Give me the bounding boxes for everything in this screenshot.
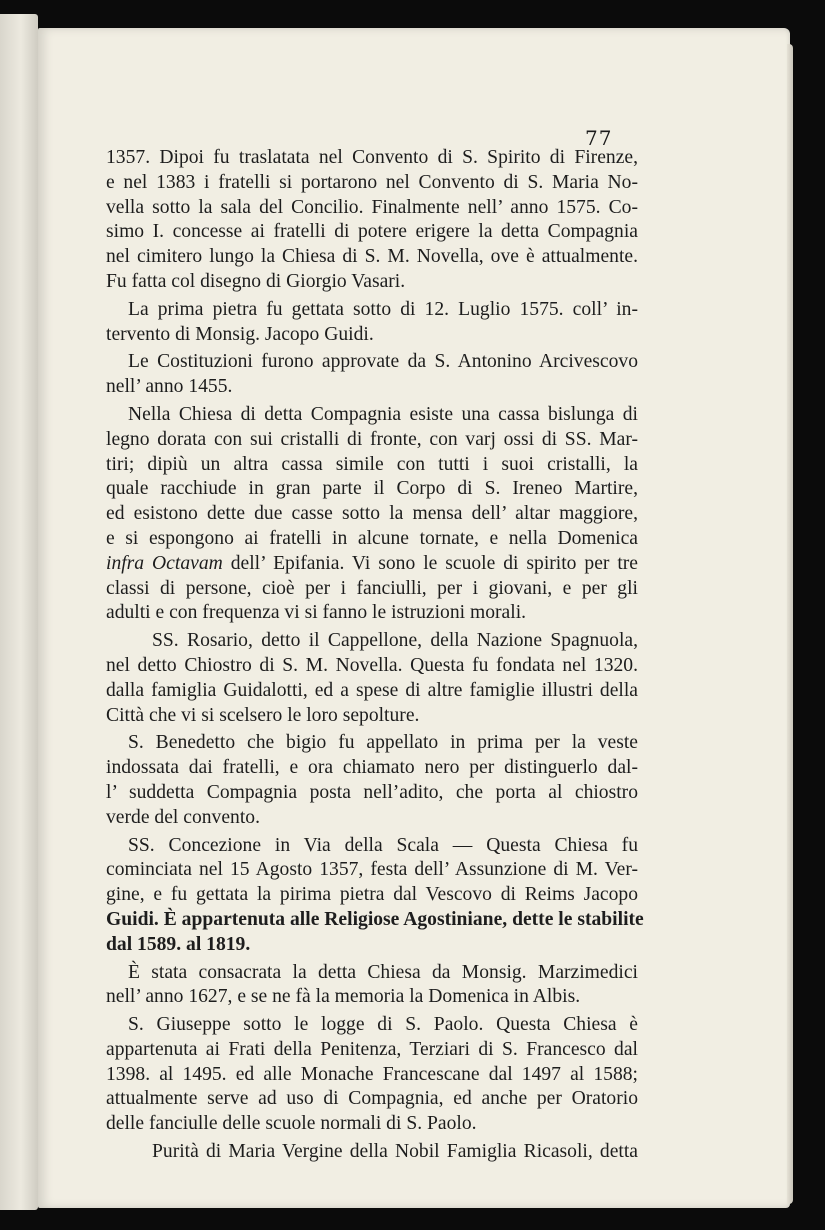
text-line: 1398. al 1495. ed alle Monache Francescane dal 1497 al 1588; [106, 1063, 638, 1085]
text-line: e nel 1383 i fratelli si portarono nel Convento di S. Maria No- [106, 171, 638, 193]
text-line: nel detto Chiostro di S. M. Novella. Questa fu fondata nel 1320. [106, 654, 638, 676]
text-line: dalla famiglia Guidalotti, ed a spese di altre famiglie illustri della [106, 679, 638, 701]
text-line: Purità di Maria Vergine della Nobil Famiglia Ricasoli, detta [152, 1141, 638, 1163]
text-line: SS. Rosario, detto il Cappellone, della Nazione Spagnuola, [152, 630, 638, 652]
text-line: tervento di Monsig. Jacopo Guidi. [106, 323, 374, 345]
text-line: l’ suddetta Compagnia posta nell’adito, che porta al chiostro [106, 781, 638, 803]
text-line: Guidi. È appartenuta alle Religiose Agostiniane, dette le stabilite [106, 908, 644, 930]
text-line: dell’ Epifania. Vi sono le scuole di spirito per tre [230, 552, 638, 574]
text-line: ed esistono dette due casse sotto la mensa dell’ altar maggiore, [106, 503, 638, 525]
text-line: Fu fatta col disegno di Giorgio Vasari. [106, 270, 406, 292]
text-line: appartenuta ai Frati della Penitenza, Terziari di S. Francesco dal [106, 1038, 638, 1060]
text-line: SS. Concezione in Via della Scala — Questa Chiesa fu [128, 834, 638, 856]
italic-phrase: infra Octavam [106, 552, 223, 574]
text-line: classi di persone, cioè per i fanciulli, per i giovani, e per gli [106, 577, 638, 599]
text-line: nell’ anno 1455. [106, 376, 233, 398]
text-line: e si espongono ai fratelli in alcune tornate, e nella Domenica [106, 527, 638, 549]
text-line: nel cimitero lungo la Chiesa di S. M. Novella, ove è attualmente. [106, 246, 638, 268]
text-line: attualmente serve ad uso di Compagnia, ed anche per Oratorio [106, 1088, 638, 1110]
text-line: legno dorata con sui cristalli di fronte, con varj ossi di SS. Mar- [106, 428, 638, 450]
text-line: S. Benedetto che bigio fu appellato in prima per la veste [128, 732, 638, 754]
text-line: nell’ anno 1627, e se ne fà la memoria la Domenica in Albis. [106, 986, 581, 1008]
text-line: simo I. concesse ai fratelli di potere erigere la detta Compagnia [106, 221, 638, 243]
text-line: indossata dai fratelli, e ora chiamato nero per distinguerlo dal- [106, 757, 638, 779]
text-line: La prima pietra fu gettata sotto di 12. Luglio 1575. coll’ in- [128, 298, 638, 320]
text-line-with-italic [106, 552, 638, 577]
text-line: 1357. Dipoi fu traslatata nel Convento di S. Spirito di Firenze, [106, 147, 638, 168]
text-line: adulti e con frequenza vi si fanno le istruzioni morali. [106, 602, 527, 624]
text-line: È stata consacrata la detta Chiesa da Monsig. Marzimedici [128, 961, 638, 983]
page-stack-edge [787, 44, 793, 1204]
text-line: delle fanciulle delle scuole normali di S. Paolo. [106, 1113, 477, 1135]
page-body-text [106, 146, 644, 1165]
text-line: Le Costituzioni furono approvate da S. Antonino Arcivescovo [128, 351, 638, 373]
facing-page-edge [0, 14, 38, 1210]
text-line: Città che vi si scelsero le loro sepolture. [106, 704, 420, 726]
text-line: S. Giuseppe sotto le logge di S. Paolo. Questa Chiesa è [128, 1014, 638, 1036]
text-line: cominciata nel 15 Agosto 1357, festa dell’ Assunzione di M. Ver- [106, 859, 638, 881]
text-line: quale racchiude in gran parte il Corpo di S. Ireneo Martire, [106, 478, 638, 500]
text-line: tiri; dipiù un altra cassa simile con tutti i suoi cristalli, la [106, 453, 638, 475]
text-line: gine, e fu gettata la pirima pietra dal Vescovo di Reims Jacopo [106, 884, 638, 906]
page-number: 77 [585, 126, 613, 150]
text-line: Nella Chiesa di detta Compagnia esiste una cassa bislunga di [128, 403, 638, 425]
text-line: vella sotto la sala del Concilio. Finalmente nell’ anno 1575. Co- [106, 196, 638, 218]
text-line: dal 1589. al 1819. [106, 933, 251, 955]
text-line: verde del convento. [106, 806, 260, 828]
